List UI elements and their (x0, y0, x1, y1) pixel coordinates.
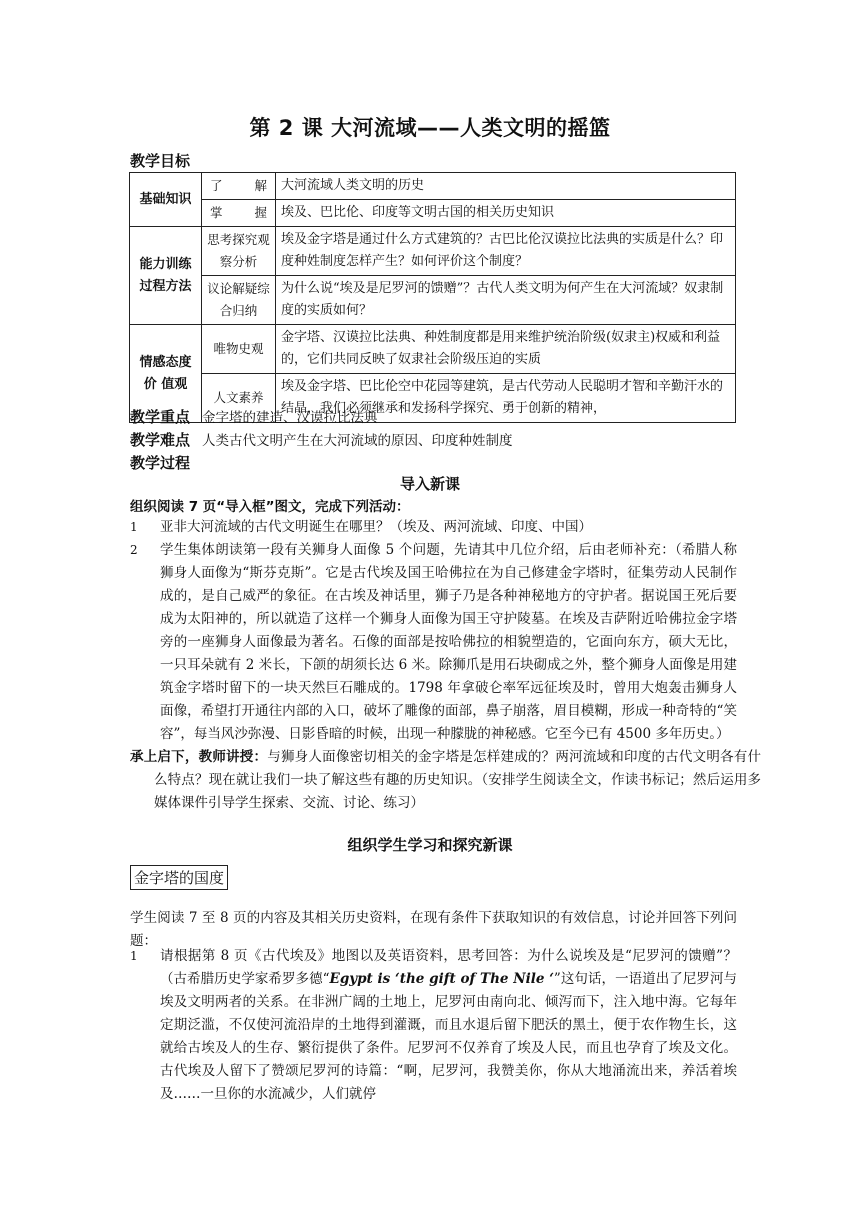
table-row (130, 325, 736, 374)
process-heading: 教学过程 (130, 454, 191, 472)
section-study: 组织学生学习和探究新课 (347, 836, 513, 854)
table-row (130, 276, 736, 325)
section-intro: 导入新课 (399, 475, 460, 493)
sub-understand: 了 解 (202, 173, 276, 200)
intro-item-number: 2 (130, 543, 138, 557)
table-row (130, 200, 736, 227)
intro-instruction: 组织阅读 7 页“导入框”图文，完成下列活动： (130, 499, 410, 515)
category-basic: 基础知识 (130, 173, 202, 227)
boxed-topic: 金字塔的国度 (130, 865, 228, 890)
content-materialism: 金字塔、汉谟拉比法典、种姓制度都是用来维护统治阶级(奴隶主)权威和利益的，它们共同反映了奴隶社会阶级压迫的实质 (276, 325, 736, 374)
difficulties-text: 人类古代文明产生在大河流域的原因、印度种姓制度 (202, 433, 513, 449)
study-item-text-before: 请根据第 8 页《古代埃及》地图以及英语资料，思考回答：为什么说埃及是“尼罗河的馈赠”？（古希腊历史学家希罗多德“ (160, 948, 737, 987)
content-humanities: 埃及金字塔、巴比伦空中花园等建筑，是古代劳动人民聪明才智和辛勤汗水的结晶，我们必须继承和发扬科学探究、勇于创新的精神， (276, 374, 736, 423)
intro-item-2: 学生集体朗读第一段有关狮身人面像 5 个问题，先请其中几位介绍，后由老师补充：（希腊人称狮身人面像为“斯芬克斯”。它是古代埃及国王哈佛拉在为自己修建金字塔时，征集劳动人民制作成的，是自己威严的象征。在古埃及神话里，狮子乃是各种神秘地方的守护者。据说国王死后要成为太阳神的，所以就造了这样一个狮身人面像为国王守护陵墓。在埃及吉萨附近哈佛拉金字塔旁的一座狮身人面像最为著名。石像的面部是按哈佛拉的相貌塑造的，它面向东方，硕大无比，一只耳朵就有 2 米长，下颌的胡须长达 6 米。除狮爪是用石块砌成之外，整个狮身人面像是用建筑金字塔时留下的一块天然巨石雕成的。1798 年拿破仑率军远征埃及时，曾用大炮轰击狮身人面像，希望打开通往内部的入口，破坏了雕像的面部，鼻子崩落，眉目模糊，形成一种奇特的“笑容”，每当风沙弥漫、日影昏暗的时候，出现一种朦胧的神秘感。它至今已有 4500 多年历史。） (160, 542, 737, 742)
lesson-title: 第 2 课 大河流域——人类文明的摇篮 (249, 116, 611, 140)
study-instruction: 学生阅读 7 至 8 页的内容及其相关历史资料，在现有条件下获取知识的有效信息，讨论并回答下列问题： (130, 910, 737, 949)
transition-lead: 承上启下，教师讲授： (130, 749, 268, 765)
difficulties-label: 教学难点 (130, 431, 191, 449)
objectives-heading: 教学目标 (130, 152, 191, 170)
category-emotion: 情感态度价 值观 (130, 325, 202, 423)
study-item-1 (160, 945, 737, 1106)
intro-item-1: 亚非大河流域的古代文明诞生在哪里？（埃及、两河流域、印度、中国） (160, 519, 592, 535)
key-points-label: 教学重点 (130, 408, 191, 426)
content-explore: 埃及金字塔是通过什么方式建筑的？古巴比伦汉谟拉比法典的实质是什么？印度种姓制度怎样产生？如何评价这个制度？ (276, 227, 736, 276)
table-row (130, 173, 736, 200)
objectives-table (129, 172, 736, 423)
transition-paragraph (130, 746, 761, 815)
sub-discuss: 议论解疑综合归纳 (202, 276, 276, 325)
table-row (130, 227, 736, 276)
sub-master: 掌 握 (202, 200, 276, 227)
category-ability: 能力训练过程方法 (130, 227, 202, 325)
transition-text: 与狮身人面像密切相关的金字塔是怎样建成的？两河流域和印度的古代文明各有什么特点？现在就让我们一块了解这些有趣的历史知识。（安排学生阅读全文，作读书标记；然后运用多媒体课件引导学生探索、交流、讨论、练习） (154, 749, 762, 811)
sub-humanities: 人文素养 (202, 374, 276, 423)
key-points-text: 金字塔的建造、汉谟拉比法典 (202, 410, 378, 426)
study-item-english-quote: Egypt is ‘the gift of The Nile ‘ (329, 971, 554, 987)
difficulties-line (130, 429, 513, 450)
sub-explore: 思考探究观察分析 (202, 227, 276, 276)
content-discuss: 为什么说“埃及是尼罗河的馈赠”？古代人类文明为何产生在大河流域？奴隶制度的实质如何？ (276, 276, 736, 325)
study-item-number: 1 (130, 949, 138, 963)
sub-materialism: 唯物史观 (202, 325, 276, 374)
content-master: 埃及、巴比伦、印度等文明古国的相关历史知识 (276, 200, 736, 227)
key-points-line (130, 406, 378, 427)
content-understand: 大河流域人类文明的历史 (276, 173, 736, 200)
study-item-text-after: ”这句话，一语道出了尼罗河与埃及文明两者的关系。在非洲广阔的土地上，尼罗河由南向北、倾泻而下，注入地中海。它每年定期泛滥，不仅使河流沿岸的土地得到灌溉，而且水退后留下肥沃的黑土，便于农作物生长，这就给古埃及人的生存、繁衍提供了条件。尼罗河不仅养育了埃及人民，而且也孕育了埃及文化。古代埃及人留下了赞颂尼罗河的诗篇：“啊，尼罗河，我赞美你，你从大地涌流出来，养活着埃及……一旦你的水流减少，人们就停 (160, 971, 737, 1102)
intro-item-number: 1 (130, 520, 138, 534)
